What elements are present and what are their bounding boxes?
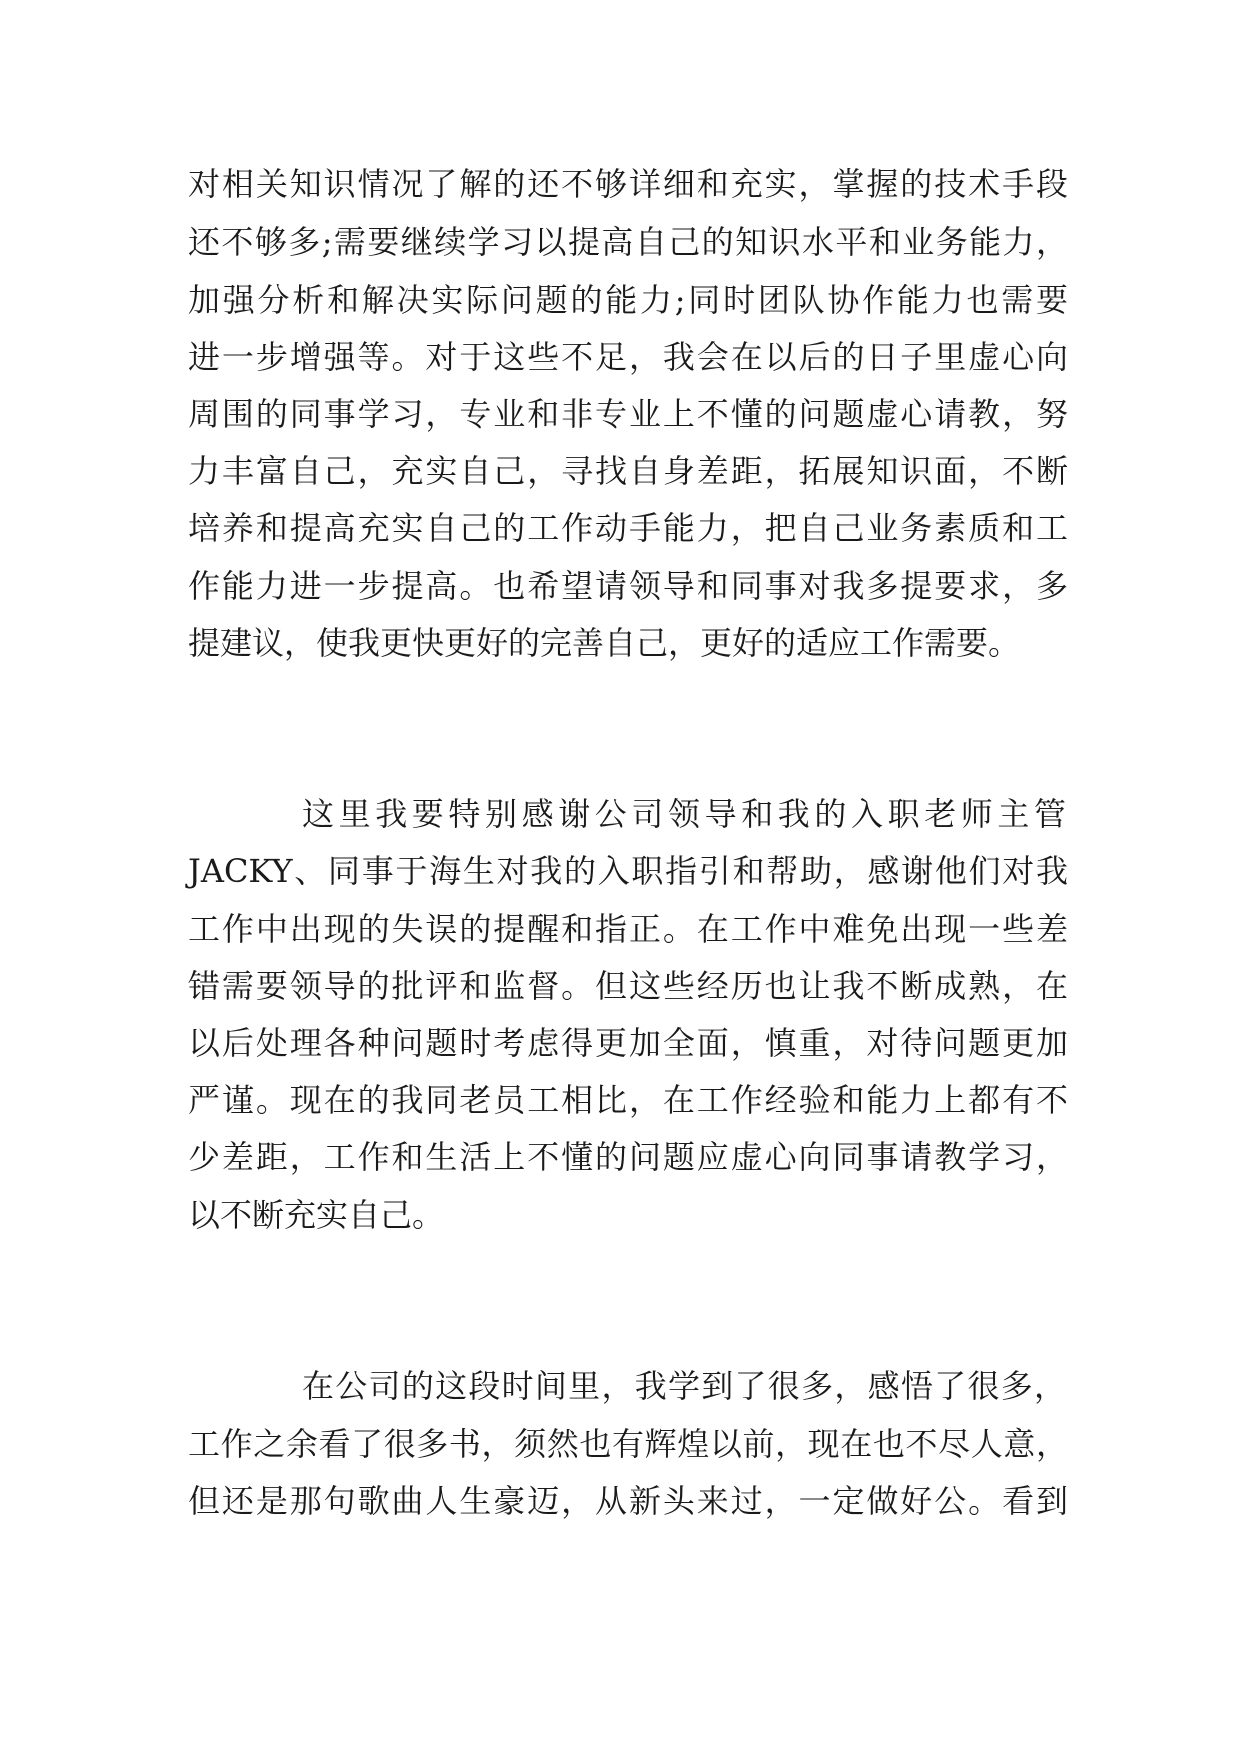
text-line: 错需要领导的批评和监督。但这些经历也让我不断成熟，在	[188, 967, 1068, 1005]
text-line: 还不够多;需要继续学习以提高自己的知识水平和业务能力，	[188, 223, 1068, 261]
text-line: JACKY、同事于海生对我的入职指引和帮助，感谢他们对我	[188, 852, 1068, 890]
text-line: 这里我要特别感谢公司领导和我的入职老师主管	[302, 795, 1066, 833]
text-line: 少差距，工作和生活上不懂的问题应虚心向同事请教学习，	[188, 1138, 1068, 1176]
text-line: 对相关知识情况了解的还不够详细和充实，掌握的技术手段	[188, 165, 1068, 203]
text-line: 加强分析和解决实际问题的能力;同时团队协作能力也需要	[188, 281, 1068, 319]
text-line: 以后处理各种问题时考虑得更加全面，慎重，对待问题更加	[188, 1024, 1068, 1062]
text-line: 作能力进一步提高。也希望请领导和同事对我多提要求，多	[188, 567, 1068, 605]
text-line: 工作之余看了很多书，须然也有辉煌以前，现在也不尽人意，	[188, 1425, 1068, 1463]
text-line: 力丰富自己，充实自己，寻找自身差距，拓展知识面，不断	[188, 452, 1068, 490]
text-line: 提建议，使我更快更好的完善自己，更好的适应工作需要。	[188, 624, 1021, 662]
text-line: 严谨。现在的我同老员工相比，在工作经验和能力上都有不	[188, 1081, 1068, 1119]
text-line: 以不断充实自己。	[188, 1196, 445, 1234]
text-line: 但还是那句歌曲人生豪迈，从新头来过，一定做好公。看到	[188, 1482, 1068, 1520]
text-line: 在公司的这段时间里，我学到了很多，感悟了很多，	[302, 1367, 1066, 1405]
text-line: 周围的同事学习，专业和非专业上不懂的问题虚心请教，努	[188, 395, 1068, 433]
text-line: 培养和提高充实自己的工作动手能力，把自己业务素质和工	[188, 509, 1068, 547]
text-line: 进一步增强等。对于这些不足，我会在以后的日子里虚心向	[188, 338, 1068, 376]
text-line: 工作中出现的失误的提醒和指正。在工作中难免出现一些差	[188, 910, 1068, 948]
